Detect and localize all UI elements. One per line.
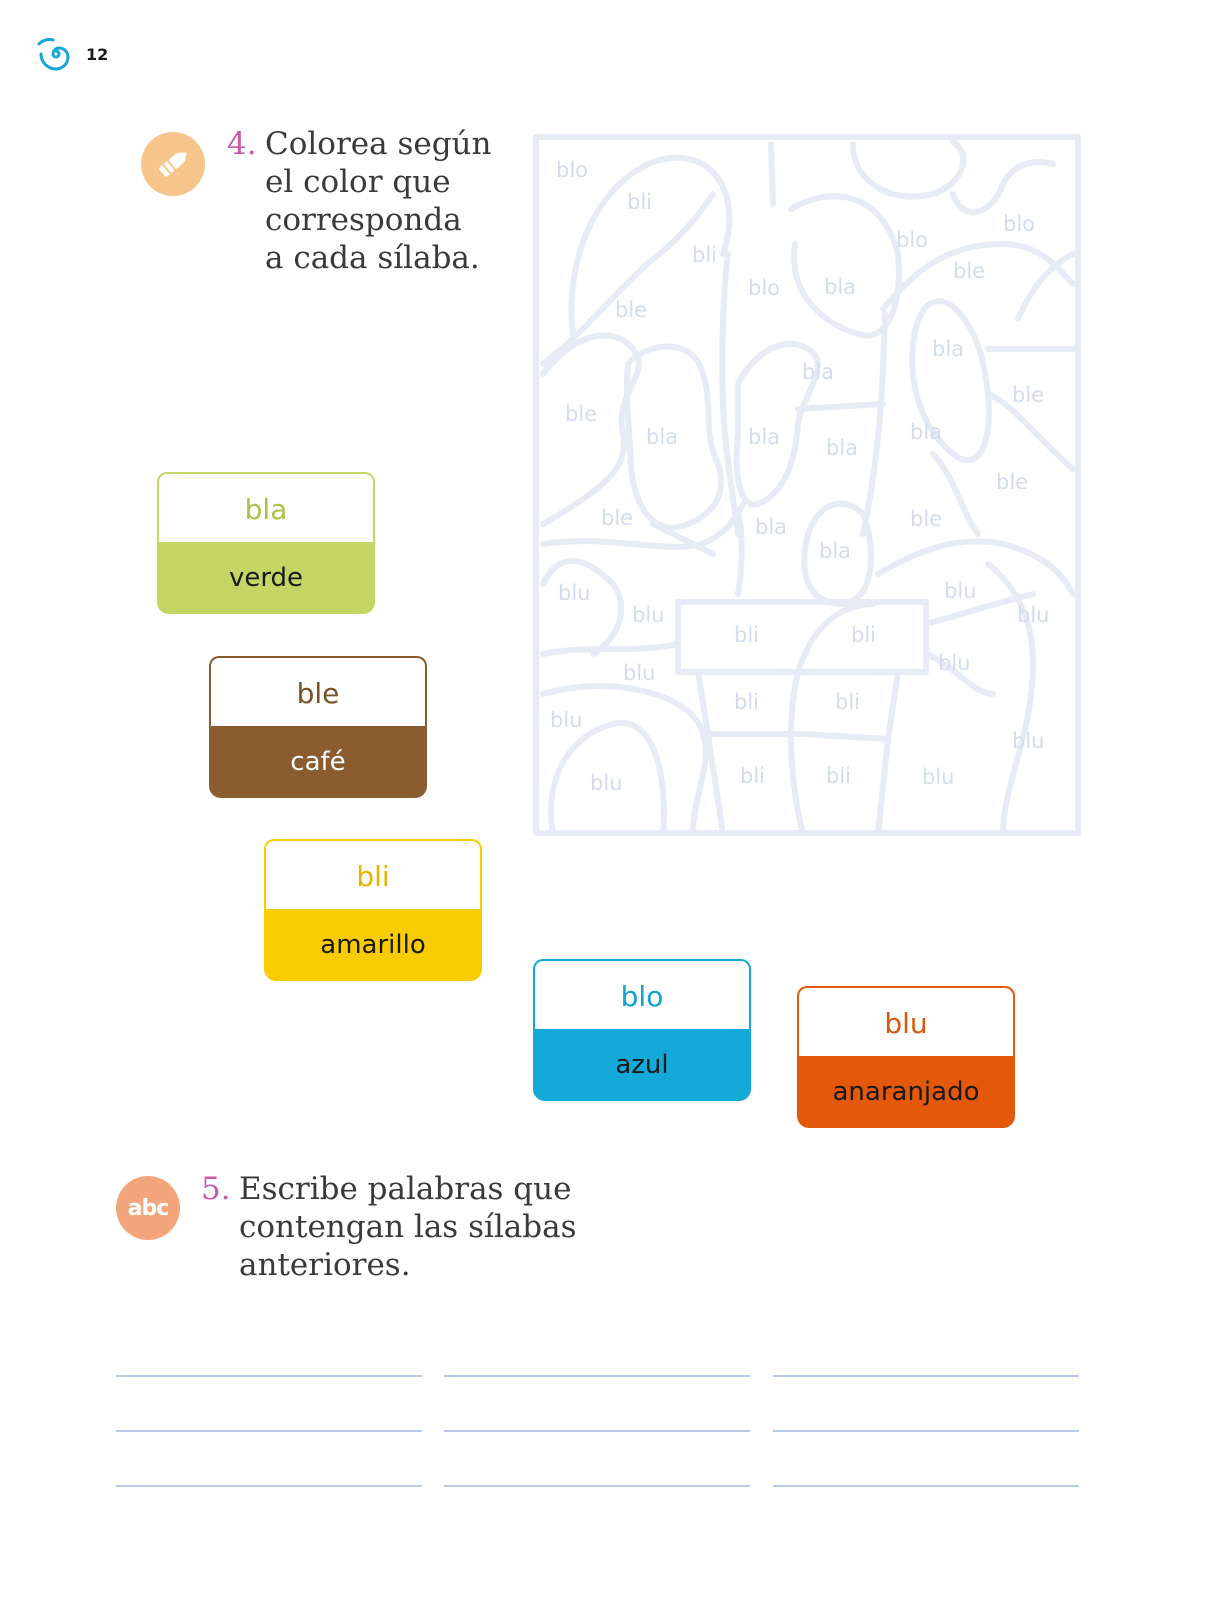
puzzle-label: bli xyxy=(734,690,759,714)
legend-syllable: blo xyxy=(533,959,751,1031)
writing-line[interactable] xyxy=(773,1485,1079,1487)
coloring-puzzle xyxy=(533,134,1081,836)
puzzle-label: bla xyxy=(755,515,788,539)
legend-syllable: bli xyxy=(264,839,482,911)
instruction-line: corresponda xyxy=(265,202,462,238)
puzzle-region-line xyxy=(543,335,639,524)
writing-line[interactable] xyxy=(773,1375,1079,1377)
instruction-line: anteriores. xyxy=(239,1247,411,1283)
legend-card-ble xyxy=(209,656,427,798)
puzzle-region-line xyxy=(878,672,898,834)
puzzle-label: bla xyxy=(824,275,857,299)
puzzle-region-line xyxy=(926,594,1033,624)
puzzle-region-line xyxy=(798,404,883,409)
puzzle-region-line xyxy=(771,144,773,204)
puzzle-label: bla xyxy=(646,425,679,449)
puzzle-label: blu xyxy=(1017,603,1050,627)
puzzle-label: blo xyxy=(1003,212,1036,236)
puzzle-region-line xyxy=(988,394,1073,469)
writing-line[interactable] xyxy=(444,1375,750,1377)
puzzle-label: bli xyxy=(734,623,759,647)
puzzle-region-line xyxy=(791,672,803,834)
puzzle-label: bli xyxy=(627,190,652,214)
instruction-line: a cada sílaba. xyxy=(265,240,480,276)
puzzle-label: blu xyxy=(550,708,583,732)
puzzle-region-line xyxy=(1018,254,1073,319)
legend-color-name: anaranjado xyxy=(797,1056,1015,1128)
puzzle-label: bli xyxy=(826,764,851,788)
puzzle-label: blu xyxy=(1012,729,1045,753)
exercise-5-number: 5. xyxy=(201,1171,231,1207)
instruction-line: contengan las sílabas xyxy=(239,1209,577,1245)
puzzle-region-line xyxy=(551,723,664,834)
puzzle-label: ble xyxy=(996,470,1029,494)
puzzle-region-line xyxy=(543,644,678,654)
exercise-4-instruction xyxy=(227,125,492,277)
legend-card-blu xyxy=(797,986,1015,1128)
puzzle-label: blo xyxy=(556,158,589,182)
puzzle-label: ble xyxy=(601,506,634,530)
puzzle-region-line xyxy=(853,142,963,197)
exercise-4-number: 4. xyxy=(227,126,257,162)
puzzle-label: blo xyxy=(748,276,781,300)
puzzle-label: bla xyxy=(802,360,835,384)
instruction-line: Colorea según xyxy=(265,126,492,162)
puzzle-label: bli xyxy=(851,623,876,647)
abc-badge xyxy=(116,1176,180,1240)
puzzle-label: bla xyxy=(748,425,781,449)
puzzle-region-line xyxy=(912,301,989,460)
legend-color-name: café xyxy=(209,726,427,798)
legend-syllable: blu xyxy=(797,986,1015,1058)
puzzle-region-line xyxy=(863,314,885,534)
puzzle-label: bla xyxy=(826,436,859,460)
puzzle-region-line xyxy=(571,158,729,334)
puzzle-region-line xyxy=(804,504,871,604)
puzzle-region-line xyxy=(878,541,1073,594)
legend-syllable: bla xyxy=(157,472,375,544)
puzzle-label: ble xyxy=(910,507,943,531)
writing-line[interactable] xyxy=(116,1485,422,1487)
puzzle-label: blu xyxy=(590,771,623,795)
legend-color-name: amarillo xyxy=(264,909,482,981)
puzzle-label: blu xyxy=(944,579,977,603)
puzzle-label: ble xyxy=(615,298,648,322)
crayon-badge xyxy=(141,132,205,196)
puzzle-label: bli xyxy=(692,243,717,267)
abc-icon: abc xyxy=(127,1195,169,1221)
publisher-logo-icon xyxy=(36,34,76,74)
puzzle-label: blu xyxy=(558,581,591,605)
puzzle-label: bla xyxy=(932,337,965,361)
legend-card-blo xyxy=(533,959,751,1101)
puzzle-label: ble xyxy=(1012,383,1045,407)
puzzle-label: blu xyxy=(938,651,971,675)
crayon-icon xyxy=(151,142,195,186)
writing-line[interactable] xyxy=(116,1375,422,1377)
puzzle-label: bla xyxy=(819,539,852,563)
puzzle-region-line xyxy=(738,514,742,594)
instruction-line: Escribe palabras que xyxy=(239,1171,572,1207)
puzzle-label: ble xyxy=(565,402,598,426)
legend-color-name: verde xyxy=(157,542,375,614)
writing-line[interactable] xyxy=(773,1430,1079,1432)
legend-syllable: ble xyxy=(209,656,427,728)
puzzle-region-line xyxy=(926,654,993,694)
page-number: 12 xyxy=(86,45,109,64)
writing-line[interactable] xyxy=(444,1485,750,1487)
legend-card-bla xyxy=(157,472,375,614)
puzzle-region-line xyxy=(627,347,721,528)
puzzle-region-line xyxy=(737,344,818,505)
legend-color-name: azul xyxy=(533,1029,751,1101)
instruction-line: el color que xyxy=(265,164,451,200)
legend-card-bli xyxy=(264,839,482,981)
puzzle-region-line xyxy=(543,194,713,364)
puzzle-region-line xyxy=(798,604,873,672)
puzzle-region-line xyxy=(708,734,888,739)
puzzle-region-line xyxy=(953,162,1053,212)
puzzle-label: blu xyxy=(632,603,665,627)
writing-line[interactable] xyxy=(116,1430,422,1432)
puzzle-region-line xyxy=(933,454,978,534)
puzzle-label: blo xyxy=(896,228,929,252)
puzzle-region-line xyxy=(543,561,621,654)
puzzle-region-line xyxy=(698,672,723,834)
puzzle-label: bli xyxy=(835,690,860,714)
exercise-5-instruction xyxy=(201,1170,577,1284)
puzzle-label: bli xyxy=(740,764,765,788)
writing-line[interactable] xyxy=(444,1430,750,1432)
puzzle-label: bla xyxy=(910,420,943,444)
puzzle-label: ble xyxy=(953,259,986,283)
puzzle-label: blu xyxy=(922,765,955,789)
puzzle-label: blu xyxy=(623,661,656,685)
